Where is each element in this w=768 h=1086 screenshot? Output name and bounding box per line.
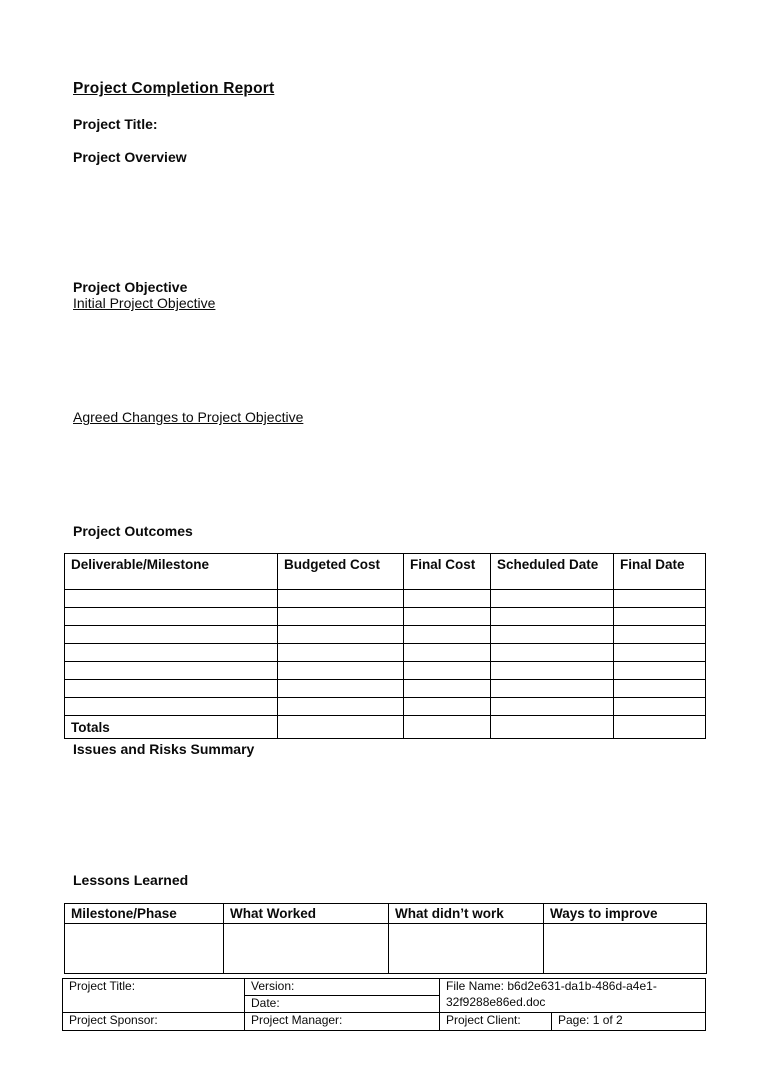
outcomes-empty-cell — [278, 698, 404, 716]
outcomes-empty-cell — [404, 590, 491, 608]
outcomes-empty-cell — [491, 662, 614, 680]
outcomes-empty-rows — [65, 590, 706, 716]
lessons-empty-row — [65, 924, 707, 974]
outcomes-empty-cell — [278, 680, 404, 698]
outcomes-empty-cell — [65, 590, 278, 608]
lessons-col-what-didnt-work: What didn’t work — [389, 904, 544, 924]
totals-cell — [614, 716, 706, 739]
outcomes-empty-cell — [278, 626, 404, 644]
footer-page-number: Page: 1 of 2 — [552, 1013, 706, 1031]
footer-row-1 — [63, 979, 706, 996]
outcomes-col-final-date: Final Date — [614, 554, 706, 590]
footer-date-label: Date: — [245, 996, 440, 1013]
outcomes-empty-row — [65, 644, 706, 662]
totals-cell — [404, 716, 491, 739]
lessons-empty-cell — [544, 924, 707, 974]
heading-project-title: Project Title: — [73, 116, 158, 132]
subheading-agreed-changes: Agreed Changes to Project Objective — [73, 409, 304, 425]
lessons-learned-table — [64, 903, 707, 974]
lessons-col-ways-to-improve: Ways to improve — [544, 904, 707, 924]
outcomes-empty-cell — [65, 680, 278, 698]
footer-project-sponsor-label: Project Sponsor: — [63, 1013, 245, 1031]
heading-project-objective: Project Objective — [73, 279, 188, 295]
outcomes-empty-cell — [614, 626, 706, 644]
totals-label: Totals — [65, 716, 278, 739]
outcomes-col-deliverable: Deliverable/Milestone — [65, 554, 278, 590]
outcomes-header-row — [65, 554, 706, 590]
outcomes-empty-cell — [65, 608, 278, 626]
outcomes-empty-cell — [65, 662, 278, 680]
document-title: Project Completion Report — [73, 80, 275, 97]
heading-project-outcomes: Project Outcomes — [73, 523, 193, 539]
heading-lessons-learned: Lessons Learned — [73, 872, 189, 888]
outcomes-empty-cell — [614, 608, 706, 626]
outcomes-empty-cell — [491, 698, 614, 716]
outcomes-empty-cell — [491, 680, 614, 698]
footer-version-label: Version: — [245, 979, 440, 996]
outcomes-empty-row — [65, 680, 706, 698]
outcomes-col-final-cost: Final Cost — [404, 554, 491, 590]
totals-cell — [491, 716, 614, 739]
footer-project-title-label: Project Title: — [63, 979, 245, 1013]
outcomes-empty-cell — [614, 590, 706, 608]
lessons-col-what-worked: What Worked — [224, 904, 389, 924]
outcomes-empty-row — [65, 626, 706, 644]
outcomes-empty-cell — [614, 698, 706, 716]
outcomes-empty-cell — [404, 608, 491, 626]
lessons-empty-cell — [224, 924, 389, 974]
document-footer-table — [62, 978, 706, 1031]
footer-file-name: File Name: b6d2e631-da1b-486d-a4e1-32f9288e86ed.doc — [440, 979, 706, 1013]
subheading-initial-project-objective: Initial Project Objective — [73, 295, 216, 311]
outcomes-empty-cell — [404, 662, 491, 680]
totals-cell — [278, 716, 404, 739]
footer-project-client-label: Project Client: — [440, 1013, 552, 1031]
outcomes-empty-cell — [278, 644, 404, 662]
outcomes-empty-cell — [491, 590, 614, 608]
lessons-col-milestone-phase: Milestone/Phase — [65, 904, 224, 924]
heading-issues-risks: Issues and Risks Summary — [73, 741, 255, 757]
outcomes-empty-cell — [491, 644, 614, 662]
outcomes-empty-cell — [278, 590, 404, 608]
outcomes-col-budgeted-cost: Budgeted Cost — [278, 554, 404, 590]
outcomes-empty-cell — [491, 626, 614, 644]
outcomes-col-scheduled-date: Scheduled Date — [491, 554, 614, 590]
outcomes-empty-cell — [65, 644, 278, 662]
outcomes-empty-cell — [278, 608, 404, 626]
outcomes-totals-row — [65, 716, 706, 739]
footer-project-manager-label: Project Manager: — [245, 1013, 440, 1031]
outcomes-empty-cell — [614, 644, 706, 662]
outcomes-empty-cell — [65, 698, 278, 716]
outcomes-empty-cell — [278, 662, 404, 680]
outcomes-empty-cell — [404, 626, 491, 644]
outcomes-empty-cell — [491, 608, 614, 626]
footer-row-3 — [63, 1013, 706, 1031]
outcomes-empty-cell — [404, 644, 491, 662]
lessons-empty-cell — [65, 924, 224, 974]
lessons-empty-cell — [389, 924, 544, 974]
heading-project-overview: Project Overview — [73, 149, 187, 165]
outcomes-empty-cell — [614, 662, 706, 680]
outcomes-empty-cell — [404, 698, 491, 716]
outcomes-empty-row — [65, 698, 706, 716]
project-outcomes-table — [64, 553, 706, 739]
outcomes-empty-row — [65, 662, 706, 680]
outcomes-empty-row — [65, 608, 706, 626]
outcomes-empty-cell — [614, 680, 706, 698]
outcomes-empty-row — [65, 590, 706, 608]
lessons-header-row — [65, 904, 707, 924]
outcomes-empty-cell — [65, 626, 278, 644]
outcomes-empty-cell — [404, 680, 491, 698]
